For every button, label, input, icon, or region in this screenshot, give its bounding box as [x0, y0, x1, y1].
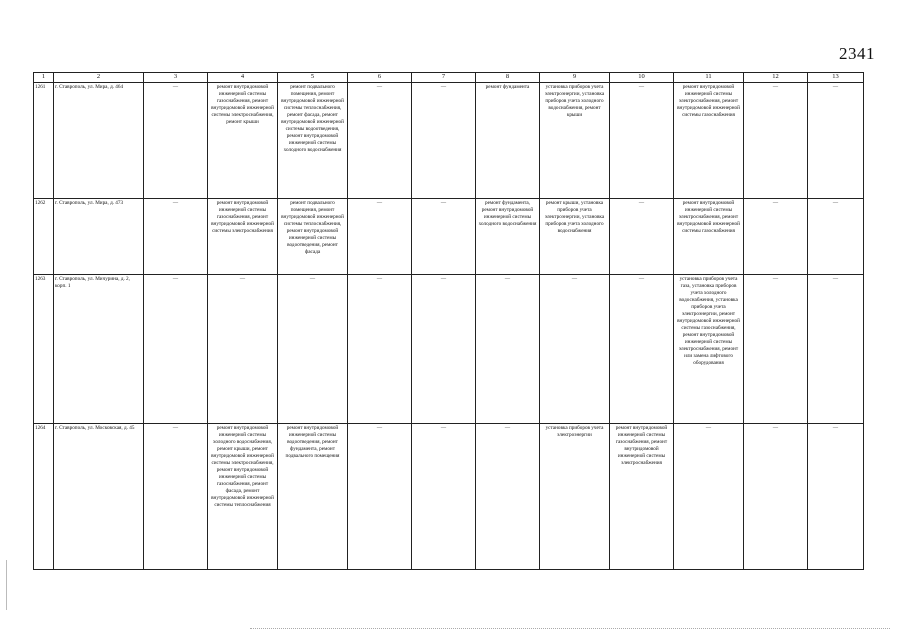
- dash-cell: —: [144, 198, 208, 274]
- dash-cell: —: [476, 423, 540, 569]
- table-row: [34, 274, 864, 423]
- dash-cell: —: [144, 82, 208, 198]
- work-cell: ремонт внутридомовой инженерной системы холодного водоснабжения, ремонт крыши, ремонт внутридомовой инженерной системы электроснабжения, ремонт внутридомовой инженерной системы газоснабжения, ремонт фасада, ремонт внутридомовой инженерной системы теплоснабжения: [208, 423, 278, 569]
- work-cell: ремонт фундамента, ремонт внутридомовой инженерной системы холодного водоснабжения: [476, 198, 540, 274]
- address-cell: г. Ставрополь, ул. Мира, д. 473: [54, 198, 144, 274]
- dash-cell: —: [744, 423, 808, 569]
- dash-cell: —: [610, 82, 674, 198]
- dash-cell: —: [808, 82, 864, 198]
- dash-cell: —: [144, 423, 208, 569]
- dash-cell: —: [744, 82, 808, 198]
- column-header: 5: [278, 73, 348, 83]
- dash-cell: —: [348, 198, 412, 274]
- table-row: [34, 198, 864, 274]
- column-header: 7: [412, 73, 476, 83]
- column-header: 9: [540, 73, 610, 83]
- column-header: 1: [34, 73, 54, 83]
- scan-edge-mark: [6, 560, 7, 610]
- dash-cell: —: [348, 423, 412, 569]
- dash-cell: —: [808, 423, 864, 569]
- column-header: 10: [610, 73, 674, 83]
- dash-cell: —: [412, 423, 476, 569]
- work-cell: ремонт фундамента: [476, 82, 540, 198]
- column-header: 4: [208, 73, 278, 83]
- row-number: 1261: [34, 82, 54, 198]
- work-cell: ремонт внутридомовой инженерной системы электроснабжения, ремонт внутридомовой инженерной системы газоснабжения: [674, 82, 744, 198]
- dash-cell: —: [674, 423, 744, 569]
- column-header: 3: [144, 73, 208, 83]
- work-cell: ремонт подвального помещения, ремонт внутридомовой инженерной системы теплоснабжения, ремонт внутридомовой инженерной системы водоотведения, ремонт фасада: [278, 198, 348, 274]
- row-number: 1264: [34, 423, 54, 569]
- column-header: 12: [744, 73, 808, 83]
- work-cell: установка приборов учета электроэнергии, установка приборов учета холодного водоснабжения, ремонт крыши: [540, 82, 610, 198]
- column-header: 2: [54, 73, 144, 83]
- work-cell: установка приборов учета газа, установка приборов учета холодного водоснабжения, установка приборов учета электроэнергии, ремонт внутридомовой инженерной системы газоснабжения, ремонт внутридомовой инженерной системы электроснабжения, ремонт или замена лифтового оборудования: [674, 274, 744, 423]
- dash-cell: —: [348, 82, 412, 198]
- dash-cell: —: [412, 198, 476, 274]
- row-number: 1262: [34, 198, 54, 274]
- column-header: 13: [808, 73, 864, 83]
- work-cell: установка приборов учета электроэнергии: [540, 423, 610, 569]
- page-number: 2341: [839, 44, 875, 63]
- dash-cell: —: [208, 274, 278, 423]
- work-cell: ремонт внутридомовой инженерной системы электроснабжения, ремонт внутридомовой инженерной системы газоснабжения: [674, 198, 744, 274]
- column-number-row: [34, 73, 864, 83]
- dash-cell: —: [476, 274, 540, 423]
- dash-cell: —: [144, 274, 208, 423]
- table-row: [34, 423, 864, 569]
- work-cell: ремонт крыши, установка приборов учета электроэнергии, установка приборов учета холодного водоснабжения: [540, 198, 610, 274]
- dash-cell: —: [412, 274, 476, 423]
- scan-artifact-line: [250, 628, 890, 629]
- dash-cell: —: [744, 198, 808, 274]
- dash-cell: —: [540, 274, 610, 423]
- dash-cell: —: [610, 274, 674, 423]
- address-cell: г. Ставрополь, ул. Мичурина, д. 2, корп. 1: [54, 274, 144, 423]
- column-header: 11: [674, 73, 744, 83]
- dash-cell: —: [610, 198, 674, 274]
- work-cell: ремонт внутридомовой инженерной системы газоснабжения, ремонт внутридомовой инженерной системы электроснабжения, ремонт крыши: [208, 82, 278, 198]
- work-cell: ремонт внутридомовой инженерной системы водоотведения, ремонт фундамента, ремонт подвального помещения: [278, 423, 348, 569]
- dash-cell: —: [412, 82, 476, 198]
- dash-cell: —: [744, 274, 808, 423]
- row-number: 1263: [34, 274, 54, 423]
- address-cell: г. Ставрополь, ул. Мира, д. 464: [54, 82, 144, 198]
- column-header: 6: [348, 73, 412, 83]
- program-table: [33, 72, 864, 570]
- table-row: [34, 82, 864, 198]
- work-cell: ремонт подвального помещения, ремонт внутридомовой инженерной системы теплоснабжения, ремонт фасада, ремонт внутридомовой инженерной системы водоотведения, ремонт внутридомовой инженерной системы холодного водоснабжения: [278, 82, 348, 198]
- column-header: 8: [476, 73, 540, 83]
- dash-cell: —: [278, 274, 348, 423]
- work-cell: ремонт внутридомовой инженерной системы газоснабжения, ремонт внутридомовой инженерной системы электроснабжения: [208, 198, 278, 274]
- work-cell: ремонт внутридомовой инженерной системы газоснабжения, ремонт внутридомовой инженерной системы электроснабжения: [610, 423, 674, 569]
- dash-cell: —: [808, 198, 864, 274]
- address-cell: г. Ставрополь, ул. Московская, д. 45: [54, 423, 144, 569]
- dash-cell: —: [808, 274, 864, 423]
- dash-cell: —: [348, 274, 412, 423]
